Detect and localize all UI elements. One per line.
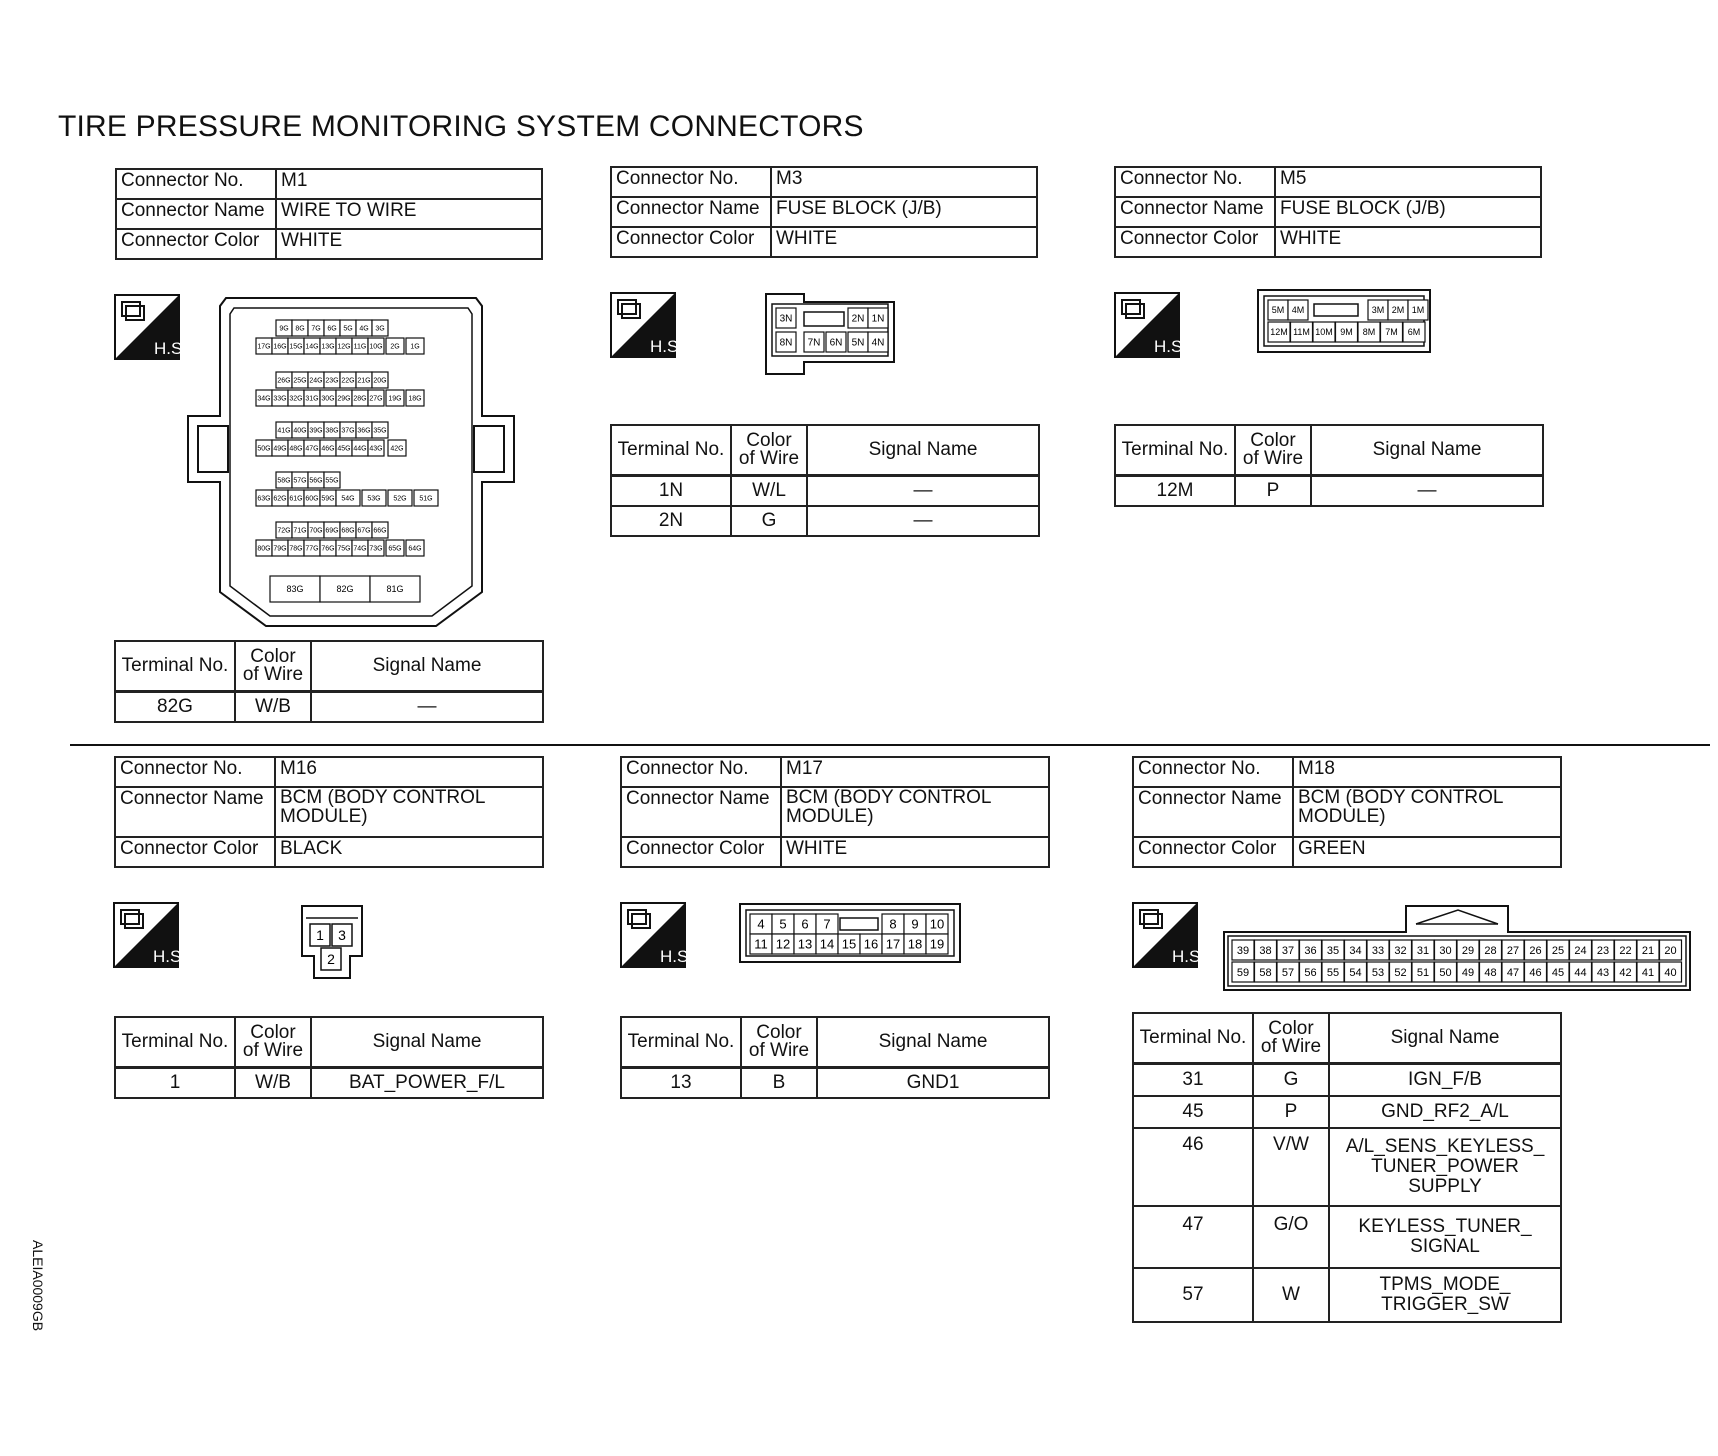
pin-label: 3M <box>1371 305 1385 316</box>
connector-color-label: Connector Color <box>116 229 276 259</box>
terminal-table-m17 <box>620 1016 1050 1099</box>
terminal-no: 13 <box>621 1068 741 1099</box>
connector-name-value: BCM (BODY CONTROL MODULE) <box>781 787 1049 837</box>
pin-label: 77G <box>305 545 319 553</box>
connector-info-m5 <box>1114 166 1542 258</box>
pin-label: 54 <box>1349 966 1362 979</box>
pin-label: 30 <box>1439 944 1452 957</box>
harness-side-icon <box>114 294 188 360</box>
terminal-no-header: Terminal No. <box>115 1017 235 1068</box>
hs-label: H.S. <box>1154 337 1188 356</box>
pin-label: 76G <box>321 545 335 553</box>
pin-label: 47 <box>1506 966 1520 979</box>
pin-label: 51 <box>1416 966 1430 979</box>
connector-no-label: Connector No. <box>1133 757 1293 787</box>
pin-label: 8 <box>889 916 897 932</box>
pin-label: 39 <box>1236 944 1250 957</box>
terminal-no: 12M <box>1115 476 1235 507</box>
terminal-no: 46 <box>1133 1128 1253 1206</box>
pin-label: 81G <box>386 584 404 595</box>
table-row <box>1115 476 1543 507</box>
pin-label: 23G <box>325 377 339 385</box>
latch-slot <box>804 312 844 326</box>
pin-label: 55 <box>1326 966 1340 979</box>
pin-label: 71G <box>293 527 307 535</box>
pin-label: 9M <box>1340 327 1353 338</box>
pin-label: 28G <box>353 395 367 403</box>
connector-color-label: Connector Color <box>115 837 275 867</box>
pin-label: 26G <box>277 377 291 385</box>
pin-label: 35 <box>1326 944 1340 957</box>
pin-label: 60G <box>305 495 319 503</box>
harness-side-icon <box>1114 292 1188 358</box>
pin-label: 20 <box>1664 944 1677 957</box>
connector-name-value: WIRE TO WIRE <box>276 199 542 229</box>
pin-label: 79G <box>273 545 287 553</box>
page-title: TIRE PRESSURE MONITORING SYSTEM CONNECTORS <box>58 110 864 143</box>
wire-color: G <box>1253 1064 1329 1097</box>
pin-label: 2 <box>327 951 335 967</box>
pin-label: 14 <box>819 936 835 952</box>
m1-connector-diagram <box>186 296 516 626</box>
connector-name-label: Connector Name <box>611 197 771 227</box>
pin-label: 23 <box>1596 944 1610 957</box>
terminal-no-header: Terminal No. <box>621 1017 741 1068</box>
terminal-table-m3 <box>610 424 1040 537</box>
pin-label: 10M <box>1315 327 1333 338</box>
connector-name-value: BCM (BODY CONTROL MODULE) <box>275 787 543 837</box>
table-row <box>1133 1206 1561 1268</box>
connector-info-m3 <box>610 166 1038 258</box>
pin-label: 57 <box>1281 966 1295 979</box>
pin-label: 17 <box>885 936 901 952</box>
pin-label: 19 <box>929 936 945 952</box>
pin-label: 20G <box>373 377 387 385</box>
pin-label: 41G <box>277 427 291 435</box>
connector-color-label: Connector Color <box>1133 837 1293 867</box>
terminal-table-m16 <box>114 1016 544 1099</box>
pin-label: 16 <box>863 936 879 952</box>
pin-label: 16G <box>273 343 287 351</box>
m16-connector-diagram <box>300 904 364 980</box>
pin-label: 58 <box>1259 966 1272 979</box>
pin-label: 50 <box>1439 966 1452 979</box>
color-of-wire-header: Color of Wire <box>1235 425 1311 476</box>
pin-label: 61G <box>289 495 303 503</box>
connector-info-m1 <box>115 168 543 260</box>
connector-name-label: Connector Name <box>1133 787 1293 837</box>
pin-label: 36G <box>357 427 371 435</box>
connector-color-value: GREEN <box>1293 837 1561 867</box>
harness-side-icon <box>113 902 187 968</box>
pin-label: 51G <box>419 495 433 503</box>
pin-label: 4G <box>359 325 369 333</box>
pin-label: 48 <box>1484 966 1497 979</box>
connector-no-label: Connector No. <box>1115 167 1275 197</box>
signal-name: IGN_F/B <box>1329 1064 1561 1097</box>
pin-label: 29G <box>337 395 351 403</box>
pin-label: 53 <box>1371 966 1385 979</box>
connector-color-label: Connector Color <box>621 837 781 867</box>
pin-label: 59G <box>321 495 335 503</box>
signal-name: GND_RF2_A/L <box>1329 1096 1561 1128</box>
wire-color: W/L <box>731 476 807 507</box>
pin-label: 22 <box>1619 944 1632 957</box>
signal-name: — <box>1311 476 1543 507</box>
connector-color-value: WHITE <box>276 229 542 259</box>
pin-label: 47G <box>305 445 319 453</box>
pin-label: 24G <box>309 377 323 385</box>
pin-label: 37 <box>1281 944 1295 957</box>
pin-label: 45 <box>1551 966 1565 979</box>
connector-info-m18 <box>1132 756 1562 868</box>
connector-color-label: Connector Color <box>611 227 771 257</box>
pin-label: 5N <box>851 337 865 349</box>
pin-label: 21 <box>1641 944 1655 957</box>
pin-label: 2N <box>851 313 865 325</box>
pin-label: 34G <box>257 395 271 403</box>
pin-label: 7N <box>807 337 821 349</box>
pin-label: 12M <box>1270 327 1288 338</box>
pin-label: 32 <box>1394 944 1407 957</box>
pin-label: 40G <box>293 427 307 435</box>
pin-label: 42 <box>1619 966 1632 979</box>
pin-label: 40 <box>1664 966 1677 979</box>
signal-name-header: Signal Name <box>807 425 1039 476</box>
connector-info-m17 <box>620 756 1050 868</box>
pin-label: 4 <box>757 916 765 932</box>
pin-label: 7G <box>311 325 321 333</box>
wire-color: P <box>1253 1096 1329 1128</box>
color-of-wire-header: Color of Wire <box>741 1017 817 1068</box>
pin-label: 7 <box>823 916 831 932</box>
color-of-wire-header: Color of Wire <box>1253 1013 1329 1064</box>
pin-label: 10G <box>369 343 383 351</box>
signal-name-header: Signal Name <box>311 1017 543 1068</box>
pin-label: 43 <box>1596 966 1610 979</box>
connector-name-label: Connector Name <box>116 199 276 229</box>
pin-label: 3N <box>779 313 793 325</box>
table-row <box>1133 1064 1561 1097</box>
pin-label: 3 <box>338 927 346 943</box>
connector-name-label: Connector Name <box>621 787 781 837</box>
pin-label: 67G <box>357 527 371 535</box>
wire-color: W <box>1253 1268 1329 1322</box>
pin-label: 38G <box>325 427 339 435</box>
harness-side-icon <box>1132 902 1206 968</box>
table-row <box>611 506 1039 536</box>
pin-label: 11 <box>754 936 768 952</box>
pin-label: 65G <box>388 545 402 553</box>
pin-label: 49 <box>1461 966 1475 979</box>
connector-no-label: Connector No. <box>611 167 771 197</box>
wire-color: G <box>731 506 807 536</box>
pin-label: 55G <box>325 477 339 485</box>
pin-label: 54G <box>341 495 355 503</box>
pin-label: 8G <box>295 325 305 333</box>
pin-label: 18 <box>907 936 923 952</box>
document-id: ALEIA0009GB <box>30 1240 46 1332</box>
signal-name: GND1 <box>817 1068 1049 1099</box>
terminal-no: 31 <box>1133 1064 1253 1097</box>
pin-label: 26 <box>1529 944 1542 957</box>
table-row <box>621 1068 1049 1099</box>
pin-label: 38 <box>1259 944 1272 957</box>
pin-label: 27 <box>1506 944 1520 957</box>
pin-label: 2G <box>390 343 400 351</box>
pin-label: 1N <box>871 313 885 325</box>
pin-label: 45G <box>337 445 351 453</box>
wire-color: B <box>741 1068 817 1099</box>
connector-name-label: Connector Name <box>115 787 275 837</box>
pin-label: 70G <box>309 527 323 535</box>
section-divider <box>70 744 1710 746</box>
terminal-table-m1 <box>114 640 544 723</box>
pin-label: 9 <box>911 916 919 932</box>
pin-label: 4M <box>1291 305 1305 316</box>
hs-label: H.S. <box>650 337 684 356</box>
pin-label: 37G <box>341 427 355 435</box>
pin-label: 78G <box>289 545 303 553</box>
table-row <box>611 476 1039 507</box>
pin-label: 59 <box>1236 966 1250 979</box>
connector-no-label: Connector No. <box>116 169 276 199</box>
hs-label: H.S. <box>1172 947 1206 966</box>
connector-color-value: WHITE <box>1275 227 1541 257</box>
pin-label: 25G <box>293 377 307 385</box>
wire-color: V/W <box>1253 1128 1329 1206</box>
connector-color-value: WHITE <box>771 227 1037 257</box>
pin-label: 1M <box>1411 305 1425 316</box>
table-row <box>1133 1128 1561 1206</box>
pin-label: 4N <box>871 337 885 349</box>
pin-label: 8N <box>779 337 793 349</box>
table-row <box>115 692 543 723</box>
latch-slot <box>840 918 878 930</box>
hs-label: H.S. <box>154 339 188 358</box>
terminal-table-m5 <box>1114 424 1544 507</box>
pin-label: 9G <box>279 325 289 333</box>
pin-label: 2M <box>1391 305 1405 316</box>
pin-label: 11G <box>353 343 367 351</box>
pin-label: 17G <box>257 343 271 351</box>
terminal-no-header: Terminal No. <box>1115 425 1235 476</box>
pin-label: 24 <box>1574 944 1587 957</box>
connector-name-label: Connector Name <box>1115 197 1275 227</box>
pin-label: 82G <box>336 584 354 595</box>
pin-label: 13 <box>797 936 813 952</box>
color-of-wire-header: Color of Wire <box>731 425 807 476</box>
terminal-no-header: Terminal No. <box>611 425 731 476</box>
m3-connector-diagram <box>764 292 896 376</box>
connector-no-label: Connector No. <box>621 757 781 787</box>
pin-label: 10 <box>929 916 945 932</box>
pin-label: 29 <box>1461 944 1475 957</box>
terminal-no: 47 <box>1133 1206 1253 1268</box>
color-of-wire-header: Color of Wire <box>235 1017 311 1068</box>
signal-name: — <box>807 506 1039 536</box>
pin-label: 36 <box>1304 944 1317 957</box>
connector-no-label: Connector No. <box>115 757 275 787</box>
pin-label: 53G <box>367 495 381 503</box>
pin-label: 62G <box>273 495 287 503</box>
terminal-no: 1 <box>115 1068 235 1099</box>
pin-label: 58G <box>277 477 291 485</box>
pin-label: 28 <box>1484 944 1497 957</box>
pin-label: 49G <box>273 445 287 453</box>
pin-label: 56G <box>309 477 323 485</box>
pin-label: 21G <box>357 377 371 385</box>
wire-color: P <box>1235 476 1311 507</box>
pin-label: 52G <box>393 495 407 503</box>
connector-no-value: M5 <box>1275 167 1541 197</box>
terminal-table-m18 <box>1132 1012 1562 1323</box>
pin-label: 27G <box>369 395 383 403</box>
color-of-wire-header: Color of Wire <box>235 641 311 692</box>
pin-label: 7M <box>1385 327 1398 338</box>
pin-label: 6M <box>1407 327 1421 338</box>
pin-label: 5M <box>1271 305 1285 316</box>
pin-label: 33 <box>1371 944 1385 957</box>
pin-label: 56 <box>1304 966 1317 979</box>
terminal-no: 2N <box>611 506 731 536</box>
signal-name-header: Signal Name <box>817 1017 1049 1068</box>
signal-name-header: Signal Name <box>311 641 543 692</box>
connector-no-value: M16 <box>275 757 543 787</box>
connector-no-value: M18 <box>1293 757 1561 787</box>
connector-color-value: WHITE <box>781 837 1049 867</box>
pin-label: 52 <box>1394 966 1407 979</box>
pin-label: 6N <box>829 337 843 349</box>
wire-color: G/O <box>1253 1206 1329 1268</box>
pin-label: 80G <box>257 545 271 553</box>
pin-label: 5 <box>779 916 787 932</box>
m17-connector-diagram <box>738 902 962 964</box>
connector-name-value: BCM (BODY CONTROL MODULE) <box>1293 787 1561 837</box>
pin-label: 25 <box>1551 944 1565 957</box>
pin-label: 3G <box>375 325 385 333</box>
harness-side-icon <box>610 292 684 358</box>
pin-label: 13G <box>321 343 335 351</box>
signal-name: TPMS_MODE_ TRIGGER_SW <box>1329 1268 1561 1322</box>
pin-label: 33G <box>273 395 287 403</box>
pin-label: 34 <box>1349 944 1362 957</box>
pin-label: 69G <box>325 527 339 535</box>
pin-label: 42G <box>390 445 404 453</box>
signal-name-header: Signal Name <box>1329 1013 1561 1064</box>
pin-label: 30G <box>321 395 335 403</box>
latch-slot <box>1314 304 1358 316</box>
m18-connector-diagram <box>1222 902 1692 992</box>
connector-no-value: M1 <box>276 169 542 199</box>
pin-label: 73G <box>369 545 383 553</box>
pin-label: 1G <box>410 343 420 351</box>
pin-label: 32G <box>289 395 303 403</box>
pin-label: 12G <box>337 343 351 351</box>
pin-label: 18G <box>408 395 422 403</box>
pin-label: 1 <box>316 927 324 943</box>
terminal-no: 82G <box>115 692 235 723</box>
pin-label: 66G <box>373 527 387 535</box>
connector-color-label: Connector Color <box>1115 227 1275 257</box>
connector-no-value: M3 <box>771 167 1037 197</box>
pin-label: 83G <box>286 584 304 595</box>
pin-label: 11M <box>1293 327 1310 338</box>
pin-label: 50G <box>257 445 271 453</box>
pin-label: 15G <box>289 343 303 351</box>
pin-label: 72G <box>277 527 291 535</box>
hs-label: H.S. <box>660 947 694 966</box>
signal-name: KEYLESS_TUNER_ SIGNAL <box>1329 1206 1561 1268</box>
pin-label: 46G <box>321 445 335 453</box>
pin-label: 39G <box>309 427 323 435</box>
pin-label: 31G <box>305 395 319 403</box>
pin-label: 48G <box>289 445 303 453</box>
connector-info-m16 <box>114 756 544 868</box>
terminal-no: 57 <box>1133 1268 1253 1322</box>
pin-label: 64G <box>408 545 422 553</box>
connector-name-value: FUSE BLOCK (J/B) <box>1275 197 1541 227</box>
signal-name: — <box>311 692 543 723</box>
pin-label: 12 <box>775 936 791 952</box>
table-row <box>115 1068 543 1099</box>
pin-label: 74G <box>353 545 367 553</box>
pin-label: 41 <box>1641 966 1655 979</box>
wire-color: W/B <box>235 1068 311 1099</box>
harness-side-icon <box>620 902 694 968</box>
pin-label: 44G <box>353 445 367 453</box>
pin-label: 35G <box>373 427 387 435</box>
wire-color: W/B <box>235 692 311 723</box>
terminal-no: 45 <box>1133 1096 1253 1128</box>
pin-label: 43G <box>369 445 383 453</box>
pin-label: 63G <box>257 495 271 503</box>
pin-label: 15 <box>841 936 857 952</box>
terminal-no: 1N <box>611 476 731 507</box>
signal-name: A/L_SENS_KEYLESS_ TUNER_POWER SUPPLY <box>1329 1128 1561 1206</box>
table-row <box>1133 1096 1561 1128</box>
connector-name-value: FUSE BLOCK (J/B) <box>771 197 1037 227</box>
pin-label: 57G <box>293 477 307 485</box>
pin-label: 14G <box>305 343 319 351</box>
terminal-no-header: Terminal No. <box>115 641 235 692</box>
pin-label: 46 <box>1529 966 1542 979</box>
pin-label: 8M <box>1362 327 1376 338</box>
signal-name: — <box>807 476 1039 507</box>
pin-label: 31 <box>1416 944 1430 957</box>
pin-label: 75G <box>337 545 351 553</box>
pin-label: 6G <box>327 325 337 333</box>
terminal-no-header: Terminal No. <box>1133 1013 1253 1064</box>
signal-name-header: Signal Name <box>1311 425 1543 476</box>
pin-label: 44 <box>1574 966 1587 979</box>
pin-label: 22G <box>341 377 355 385</box>
m5-connector-diagram <box>1256 288 1432 354</box>
hs-label: H.S. <box>153 947 187 966</box>
table-row <box>1133 1268 1561 1322</box>
pin-label: 5G <box>343 325 353 333</box>
connector-color-value: BLACK <box>275 837 543 867</box>
pin-label: 19G <box>388 395 402 403</box>
connector-no-value: M17 <box>781 757 1049 787</box>
pin-label: 6 <box>801 916 809 932</box>
signal-name: BAT_POWER_F/L <box>311 1068 543 1099</box>
pin-label: 68G <box>341 527 355 535</box>
